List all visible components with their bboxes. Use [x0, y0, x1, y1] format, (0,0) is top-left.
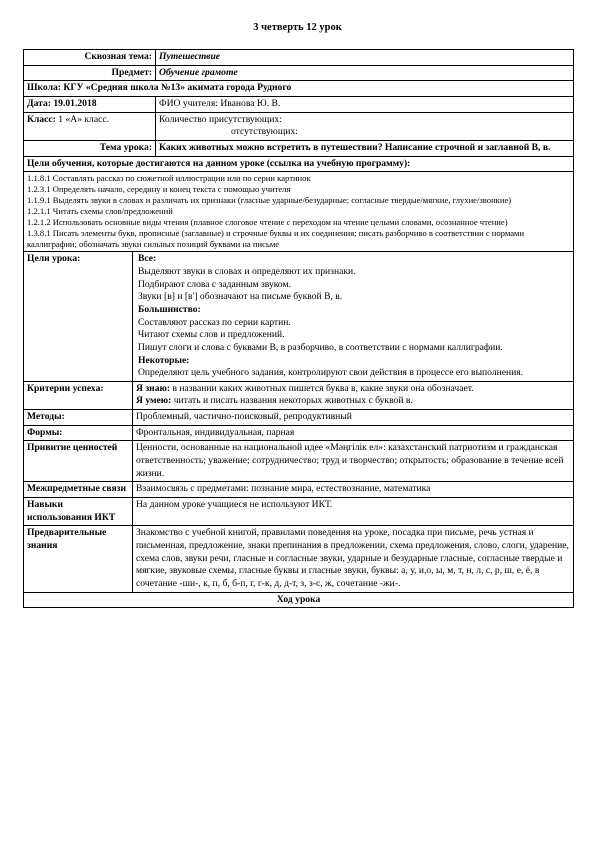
criteria-can-label: Я умею: — [136, 395, 172, 407]
absent-count-label: отсутствующих: — [231, 126, 298, 138]
school-name: Школа: КГУ «Средняя школа №13» акимата города Рудного — [24, 81, 574, 97]
methods-label: Методы: — [24, 410, 133, 426]
goal-item: Звуки [в] и [в'] обозначают на письме буквой В, в. — [138, 291, 343, 303]
class-label: Класс: — [27, 113, 56, 125]
prior-knowledge-label: Предварительные знания — [24, 526, 133, 592]
goals-all-label: Все: — [138, 253, 157, 265]
objective-item: 1.1.9.1 Выделять звуки в словах и различать их признаки (гласные ударные/безударные; согласные твердые/мягкие, глухие/звонкие) — [27, 195, 512, 206]
row-school — [24, 81, 574, 97]
interdisciplinary-label: Межпредметные связи — [24, 482, 133, 498]
methods-value: Проблемный, частично-поисковый, репродуктивный — [133, 410, 574, 426]
objective-item: 1.2.1.1 Читать схемы слов/предложений — [27, 206, 173, 217]
row-values — [24, 441, 574, 482]
goal-item: Выделяют звуки в словах и определяют их признаки. — [138, 265, 356, 277]
lesson-flow-heading: Ход урока — [24, 592, 574, 608]
criteria-label: Критерии успеха: — [24, 381, 133, 409]
row-objectives-header — [24, 156, 574, 172]
objective-item: 1.2.3.1 Определять начало, середину и конец текста с помощью учителя — [27, 184, 291, 195]
forms-label: Формы: — [24, 425, 133, 441]
forms-value: Фронтальная, индивидуальная, парная — [133, 425, 574, 441]
row-lesson-goals — [24, 252, 574, 382]
teacher-name: ФИО учителя: Иванова Ю. В. — [156, 96, 574, 112]
criteria-know-label: Я знаю: — [136, 382, 171, 394]
criteria-content — [133, 381, 574, 409]
goal-item: Определяют цель учебного задания, контролируют свои действия в процессе его выполнения. — [138, 367, 524, 379]
present-count-label: Количество присутствующих: — [159, 113, 282, 125]
lesson-goals-label: Цели урока: — [24, 252, 133, 382]
date-label: Дата: 19.01.2018 — [24, 96, 156, 112]
goals-some-label: Некоторые: — [138, 354, 190, 366]
class-cell — [24, 112, 156, 140]
class-value: 1 «А» класс. — [55, 113, 109, 125]
row-objectives — [24, 172, 574, 252]
values-value: Ценности, основанные на национальной идее «Мәңгілік ел»: казахстанский патриотизм и гражданская ответственность; уважение; сотрудничество; труд и творчество; открытость; образование в течение всей жизни. — [133, 441, 574, 482]
prior-knowledge-value: Знакомство с учебной книгой, правилами поведения на уроке, посадка при письме, речь устная и письменная, предложение, знаки препинания в предложении, схема предложения, слово, слоги, ударение, схема слов, звуки речи, гласные и согласные звуки, ударные и безударные гласные, согласные твердые и мягкие, звуковые схемы, гласные буквы и гласные звуки, буквы: а, у, и,о, ы, м, т, н, л, с, р, ш, е, ё, в сочетание -ши-, к, п, б, б-п, г, г-к, д, д-т, з, з-с, ж, сочетание -жи-. — [133, 526, 574, 592]
row-theme — [24, 50, 574, 66]
row-lesson-flow — [24, 592, 574, 608]
objective-item: 1.2.1.2 Использовать основные виды чтения (плавное слоговое чтение с переходом на чтение целыми словами, осознанное чтение) — [27, 217, 508, 228]
goal-item: Читают схемы слов и предложений. — [138, 329, 285, 341]
theme-value: Путешествие — [156, 50, 574, 66]
goal-item: Подбирают слова с заданным звуком. — [138, 278, 292, 290]
row-forms — [24, 425, 574, 441]
goal-item: Пишут слоги и слова с буквами В, в разборчиво, в соответствии с нормами каллиграфии. — [138, 341, 503, 353]
values-label: Привитие ценностей — [24, 441, 133, 482]
criteria-can-text: читать и писать названия некоторых животных с буквой в. — [171, 395, 413, 407]
ict-label: Навыки использования ИКТ — [24, 498, 133, 526]
row-lesson-topic — [24, 140, 574, 156]
objective-item: 1.1.8.1 Составлять рассказ по сюжетной иллюстрации или по серии картинок — [27, 173, 311, 184]
goals-most-label: Большинство: — [138, 303, 201, 315]
goal-item: Составляют рассказ по серии картин. — [138, 316, 291, 328]
lesson-topic-label: Тема урока: — [24, 140, 156, 156]
objectives-list — [24, 172, 574, 252]
interdisciplinary-value: Взаимосвязь с предметами: познание мира, естествознание, математика — [133, 482, 574, 498]
objective-item: 1.3.8.1 Писать элементы букв, прописные (заглавные) и строчные буквы и их соединения; писать разборчиво в соответствии с нормами каллиграфии; обозначать звуки сильных позиций буквами на письме — [27, 228, 525, 250]
row-interdisciplinary — [24, 482, 574, 498]
lesson-goals-content — [133, 252, 574, 382]
subject-value: Обучение грамоте — [156, 65, 574, 81]
row-date — [24, 96, 574, 112]
row-class — [24, 112, 574, 140]
criteria-know-text: в названии каких животных пишется буква в, какие звуки она обозначает. — [170, 382, 474, 394]
attendance-cell — [156, 112, 574, 140]
criteria-can — [136, 395, 570, 408]
objectives-header: Цели обучения, которые достигаются на данном уроке (ссылка на учебную программу): — [24, 156, 574, 172]
row-ict — [24, 498, 574, 526]
theme-label: Сквозная тема: — [24, 50, 156, 66]
row-criteria — [24, 381, 574, 409]
document-title: 3 четверть 12 урок — [253, 22, 342, 33]
row-methods — [24, 410, 574, 426]
row-prior-knowledge — [24, 526, 574, 592]
lesson-plan-table — [23, 49, 574, 608]
subject-label: Предмет: — [24, 65, 156, 81]
criteria-know — [136, 383, 570, 396]
lesson-topic-value: Каких животных можно встретить в путешествии? Написание строчной и заглавной В, в. — [156, 140, 574, 156]
ict-value: На данном уроке учащиеся не используют ИКТ. — [133, 498, 574, 526]
row-subject — [24, 65, 574, 81]
